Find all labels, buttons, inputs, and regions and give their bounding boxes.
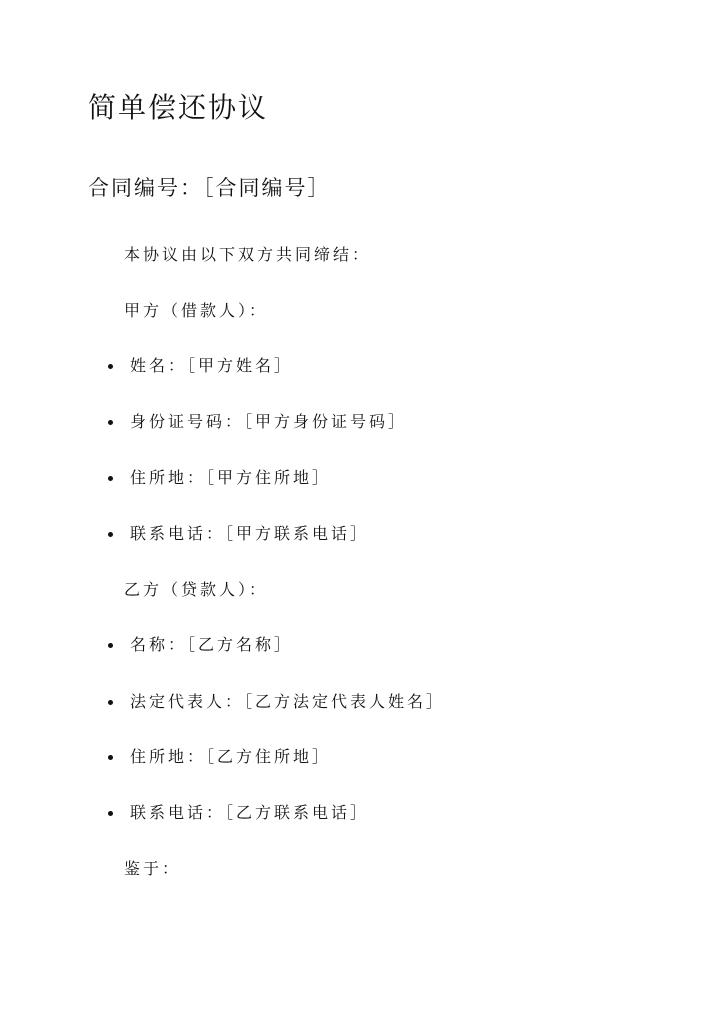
bullet-icon: [108, 420, 113, 425]
whereas-heading: 鉴于：: [124, 859, 182, 878]
party-b-heading: 乙方（贷款人）：: [124, 580, 269, 599]
bullet-icon: [108, 364, 113, 369]
list-item: [108, 522, 369, 546]
contract-number-heading: 合同编号：［合同编号］: [88, 176, 331, 200]
bullet-icon: [108, 755, 113, 760]
party-a-address: 住所地：［甲方住所地］: [130, 468, 332, 487]
bullet-icon: [108, 476, 113, 481]
list-item: [108, 745, 331, 769]
list-item: [108, 354, 293, 378]
party-b-legal-representative: 法定代表人：［乙方法定代表人姓名］: [130, 692, 446, 711]
list-item: [108, 633, 293, 657]
bullet-icon: [108, 532, 113, 537]
bullet-icon: [108, 700, 113, 705]
list-item: [108, 801, 369, 825]
bullet-icon: [108, 643, 113, 648]
document-title: 简单偿还协议: [88, 91, 269, 124]
party-a-phone: 联系电话：［甲方联系电话］: [130, 524, 370, 543]
party-a-name: 姓名：［甲方姓名］: [130, 356, 294, 375]
party-a-id-number: 身份证号码：［甲方身份证号码］: [130, 412, 408, 431]
party-b-name: 名称：［乙方名称］: [130, 635, 294, 654]
party-b-address: 住所地：［乙方住所地］: [130, 747, 332, 766]
list-item: [108, 466, 331, 490]
party-b-phone: 联系电话：［乙方联系电话］: [130, 803, 370, 822]
list-item: [108, 690, 445, 714]
intro-paragraph: 本协议由以下双方共同缔结：: [124, 245, 372, 264]
party-a-heading: 甲方（借款人）：: [124, 301, 269, 320]
bullet-icon: [108, 811, 113, 816]
list-item: [108, 410, 407, 434]
